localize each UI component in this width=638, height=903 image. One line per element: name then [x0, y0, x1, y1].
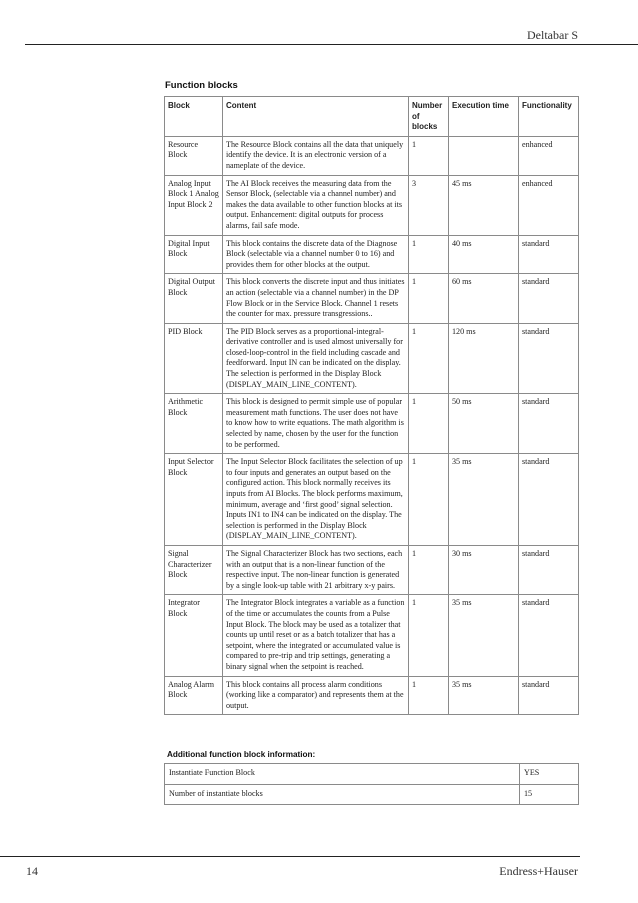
header-rule [25, 44, 638, 45]
cell-execution-time: 40 ms [449, 235, 519, 274]
cell-number: 1 [409, 323, 449, 394]
cell-block: Signal Characterizer Block [165, 545, 223, 594]
cell-execution-time: 35 ms [449, 595, 519, 676]
cell-number: 1 [409, 454, 449, 546]
cell-content: The Signal Characterizer Block has two sections, each with an output that is a non-linear function of the respective input. The non-linear function is generated by a single look-up table with 21 arbitrary x-y pairs. [223, 545, 409, 594]
col-header-functionality: Functionality [519, 97, 579, 137]
cell-execution-time: 120 ms [449, 323, 519, 394]
cell-block: Integrator Block [165, 595, 223, 676]
footer-rule [0, 856, 580, 857]
col-header-content: Content [223, 97, 409, 137]
footer-company: Endress+Hauser [499, 864, 578, 878]
cell-content: This block contains all process alarm conditions (working like a comparator) and represents them at the output. [223, 676, 409, 715]
table-row [165, 394, 579, 454]
cell-functionality: enhanced [519, 136, 579, 175]
table-row [165, 274, 579, 323]
col-header-execution-time: Execution time [449, 97, 519, 137]
cell-content: This block is designed to permit simple use of popular measurement math functions. The user does not have to know how to write equations. The math algorithm is selected by name, chosen by the user for the function to be performed. [223, 394, 409, 454]
cell-execution-time: 45 ms [449, 175, 519, 235]
table-row [165, 764, 579, 785]
cell-block: Digital Input Block [165, 235, 223, 274]
table-row [165, 454, 579, 546]
cell-content: This block contains the discrete data of the Diagnose Block (selectable via a channel number 0 to 16) and provides them for other blocks at the output. [223, 235, 409, 274]
cell-value: 15 [520, 784, 579, 805]
cell-block: Analog Alarm Block [165, 676, 223, 715]
cell-functionality: standard [519, 235, 579, 274]
col-header-block: Block [165, 97, 223, 137]
cell-number: 1 [409, 545, 449, 594]
cell-functionality: standard [519, 274, 579, 323]
cell-content: The AI Block receives the measuring data from the Sensor Block, (selectable via a channel number) and makes the data available to other function blocks at its output. Enhancement: digital outputs for process alarms, fail safe mode. [223, 175, 409, 235]
table-row [165, 784, 579, 805]
cell-block: Resource Block [165, 136, 223, 175]
col-header-number: Number of blocks [409, 97, 449, 137]
cell-block: Analog Input Block 1 Analog Input Block 2 [165, 175, 223, 235]
additional-info-table [164, 763, 579, 805]
cell-content: The Integrator Block integrates a variable as a function of the time or accumulates the counts from a Pulse Input Block. The block may be used as a totalizer that counts up until reset or as a batch totalizer that has a setpoint, where the integrated or accumulated value is compared to pre-trip and trip settings, generating a binary signal when the setpoint is reached. [223, 595, 409, 676]
cell-execution-time: 35 ms [449, 676, 519, 715]
cell-number: 1 [409, 274, 449, 323]
cell-number: 1 [409, 136, 449, 175]
cell-functionality: standard [519, 595, 579, 676]
table-row [165, 235, 579, 274]
cell-execution-time: 35 ms [449, 454, 519, 546]
cell-execution-time: 30 ms [449, 545, 519, 594]
cell-execution-time [449, 136, 519, 175]
table-row [165, 595, 579, 676]
cell-functionality: standard [519, 323, 579, 394]
document-title: Deltabar S [527, 28, 578, 42]
table-row [165, 676, 579, 715]
cell-functionality: standard [519, 394, 579, 454]
cell-content: The Resource Block contains all the data that uniquely identify the device. It is an electronic version of a nameplate of the device. [223, 136, 409, 175]
cell-execution-time: 50 ms [449, 394, 519, 454]
cell-block: Arithmetic Block [165, 394, 223, 454]
cell-label: Instantiate Function Block [165, 764, 520, 785]
cell-number: 1 [409, 235, 449, 274]
cell-content: The Input Selector Block facilitates the selection of up to four inputs and generates an output based on the configured action. This block normally receives its inputs from AI Blocks. The block performs maximum, minimum, average and ‘first good’ signal selection. Inputs IN1 to IN4 can be indicated on the display. The selection is performed in the Display Block (DISPLAY_MAIN_LINE_CONTENT). [223, 454, 409, 546]
cell-execution-time: 60 ms [449, 274, 519, 323]
cell-number: 1 [409, 676, 449, 715]
cell-value: YES [520, 764, 579, 785]
cell-block: Digital Output Block [165, 274, 223, 323]
table-row [165, 136, 579, 175]
additional-info-heading: Additional function block information: [167, 750, 316, 759]
cell-functionality: enhanced [519, 175, 579, 235]
cell-label: Number of instantiate blocks [165, 784, 520, 805]
cell-number: 3 [409, 175, 449, 235]
page-number: 14 [26, 864, 38, 878]
cell-block: Input Selector Block [165, 454, 223, 546]
cell-block: PID Block [165, 323, 223, 394]
table-header-row [165, 97, 579, 137]
cell-content: This block converts the discrete input and thus initiates an action (selectable via a channel number) in the DP Flow Block or in the Service Block. Channel 1 resets the counter for max. pressure transgressions.. [223, 274, 409, 323]
table-row [165, 323, 579, 394]
function-blocks-table [164, 96, 579, 715]
section-heading: Function blocks [165, 80, 238, 91]
table-row [165, 175, 579, 235]
table-row [165, 545, 579, 594]
cell-functionality: standard [519, 545, 579, 594]
cell-functionality: standard [519, 676, 579, 715]
cell-number: 1 [409, 595, 449, 676]
cell-number: 1 [409, 394, 449, 454]
cell-content: The PID Block serves as a proportional-integral-derivative controller and is used almost universally for closed-loop-control in the field including cascade and feedforward. Input IN can be indicated on the display. The selection is performed in the Display Block (DISPLAY_MAIN_LINE_CONTENT). [223, 323, 409, 394]
cell-functionality: standard [519, 454, 579, 546]
